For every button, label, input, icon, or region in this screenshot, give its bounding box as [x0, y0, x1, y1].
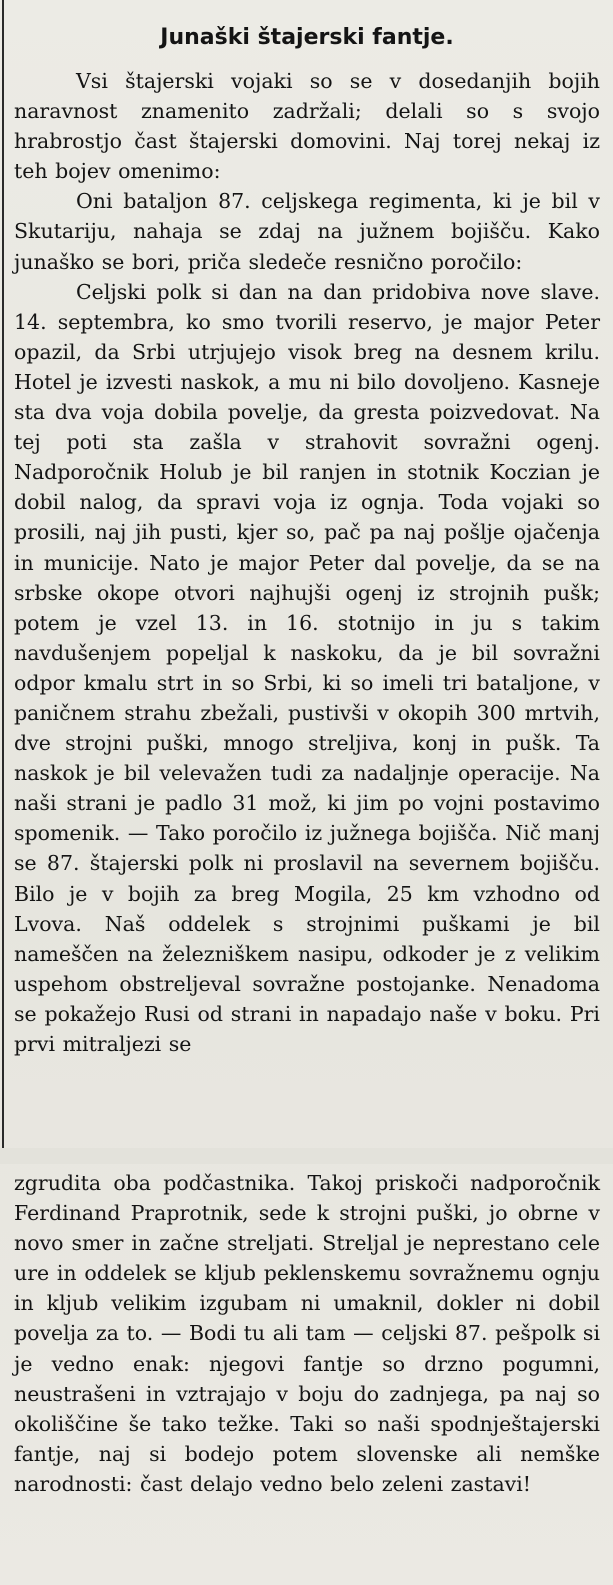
article-column [14, 8, 600, 1059]
article-body [14, 66, 600, 1059]
column-rule [2, 0, 4, 1148]
paragraph-2: Oni bataljon 87. celjskega regimenta, ki je bil v Skutariju, nahaja se zdaj na južnem bojišču. Kako junaško se bori, priča sledeče resnično poročilo: [14, 189, 600, 274]
column-break [0, 1148, 613, 1164]
paragraph-continuation: zgrudita oba podčastnika. Takoj priskoči nadporočnik Ferdinand Praprotnik, sede k strojni puški, jo obrne v novo smer in začne streljati. Streljal je neprestano cele ure in oddelek se kljub peklenskemu sovražnemu ognju in kljub velikim izgubam ni umaknil, dokler ni dobil povelja za to. — Bodi tu ali tam — celjski 87. pešpolk si je vedno enak: njegovi fantje so drzno pogumni, neustrašeni in vztrajajo v boju do zadnjega, pa naj so okoliščine še tako težke. Taki so naši spodnještajerski fantje, naj si bodejo potem slovenske ali nemške narodnosti: čast delajo vedno belo zeleni zastavi! [14, 1171, 600, 1496]
paragraph-3: Celjski polk si dan na dan pridobiva nove slave. 14. septembra, ko smo tvorili reservo, je major Peter opazil, da Srbi utrjujejo visok breg na desnem krilu. Hotel je izvesti naskok, a mu ni bilo dovoljeno. Kasneje sta dva voja dobila povelje, da gresta poizvedovat. Na tej poti sta zašla v strahovit sovražni ogenj. Nadporočnik Holub je bil ranjen in stotnik Koczian je dobil nalog, da spravi voja iz ognja. Toda vojaki so prosili, naj jih pusti, kjer so, pač pa naj pošlje ojačenja in municije. Nato je major Peter dal povelje, da se na srbske okope otvori najhujši ogenj iz strojnih pušk; potem je vzel 13. in 16. stotnijo in ju s takim navdušenjem popeljal k naskoku, da je bil sovražni odpor kmalu strt in so Srbi, ki so imeli tri bataljone, v paničnem strahu zbežali, pustivši v okopih 300 mrtvih, dve strojni puški, mnogo streljiva, konj in pušk. Ta naskok je bil velevažen tudi za nadaljnje operacije. Na naši strani je padlo 31 mož, ki jim po vojni postavimo spomenik. — Tako poročilo iz južnega bojišča. Nič manj se 87. štajerski polk ni proslavil na severnem bojišču. Bilo je v bojih za breg Mogila, 25 km vzhodno od Lvova. Naš oddelek s strojnimi puškami je bil nameščen na železniškem nasipu, odkoder je z velikim uspehom obstreljeval sovražne postojanke. Nenadoma se pokažejo Rusi od strani in napadajo naše v boku. Pri prvi mitraljezi se [14, 279, 600, 1056]
paragraph-1: Vsi štajerski vojaki so se v dosedanjih bojih naravnost znamenito zadržali; delali so s svojo hrabrostjo čast štajerski domovini. Naj torej nekaj iz teh bojev omenimo: [14, 69, 600, 184]
article-continuation [14, 1168, 600, 1499]
article-title: Junaški štajerski fantje. [160, 25, 454, 50]
